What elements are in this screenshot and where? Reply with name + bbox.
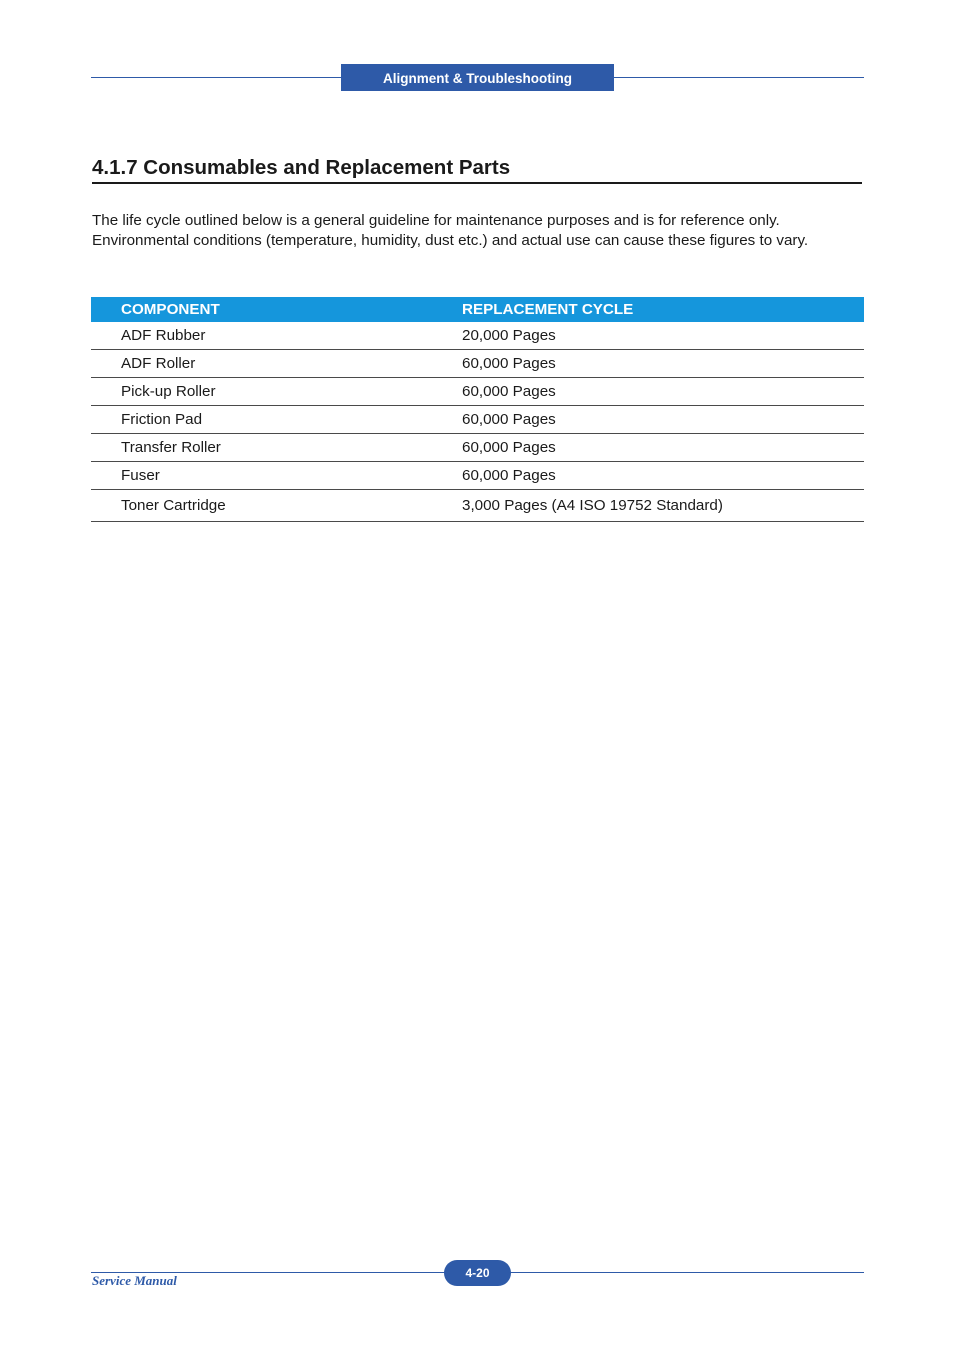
table-row xyxy=(91,490,864,522)
cycle-cell: 60,000 Pages xyxy=(462,462,864,490)
table-row xyxy=(91,406,864,434)
chapter-tab: Alignment & Troubleshooting xyxy=(341,64,614,91)
component-cell: Fuser xyxy=(91,462,462,490)
component-cell: ADF Rubber xyxy=(91,322,462,350)
footer-manual-label: Service Manual xyxy=(92,1273,177,1288)
component-cell: Pick-up Roller xyxy=(91,378,462,406)
cycle-cell: 60,000 Pages xyxy=(462,434,864,462)
table-row xyxy=(91,378,864,406)
cycle-cell: 20,000 Pages xyxy=(462,322,864,350)
intro-paragraph xyxy=(92,211,882,250)
table-row xyxy=(91,322,864,350)
consumables-table xyxy=(91,297,864,522)
intro-line: Environmental conditions (temperature, humidity, dust etc.) and actual use can cause these figures to vary. xyxy=(92,231,809,249)
table-header-row xyxy=(91,297,864,322)
title-underline xyxy=(92,182,862,184)
section-title: 4.1.7 Consumables and Replacement Parts xyxy=(92,156,511,179)
component-cell: Transfer Roller xyxy=(91,434,462,462)
component-cell: ADF Roller xyxy=(91,350,462,378)
component-cell: Toner Cartridge xyxy=(91,490,462,522)
intro-line: The life cycle outlined below is a general guideline for maintenance purposes and is for reference only. xyxy=(92,212,780,229)
column-header-replacement-cycle: REPLACEMENT CYCLE xyxy=(462,297,864,322)
cycle-cell: 3,000 Pages (A4 ISO 19752 Standard) xyxy=(462,490,864,522)
component-cell: Friction Pad xyxy=(91,406,462,434)
page-number-badge: 4-20 xyxy=(444,1260,511,1286)
table-row xyxy=(91,350,864,378)
table-row xyxy=(91,434,864,462)
cycle-cell: 60,000 Pages xyxy=(462,406,864,434)
cycle-cell: 60,000 Pages xyxy=(462,378,864,406)
table-row xyxy=(91,462,864,490)
column-header-component: COMPONENT xyxy=(91,297,462,322)
cycle-cell: 60,000 Pages xyxy=(462,350,864,378)
